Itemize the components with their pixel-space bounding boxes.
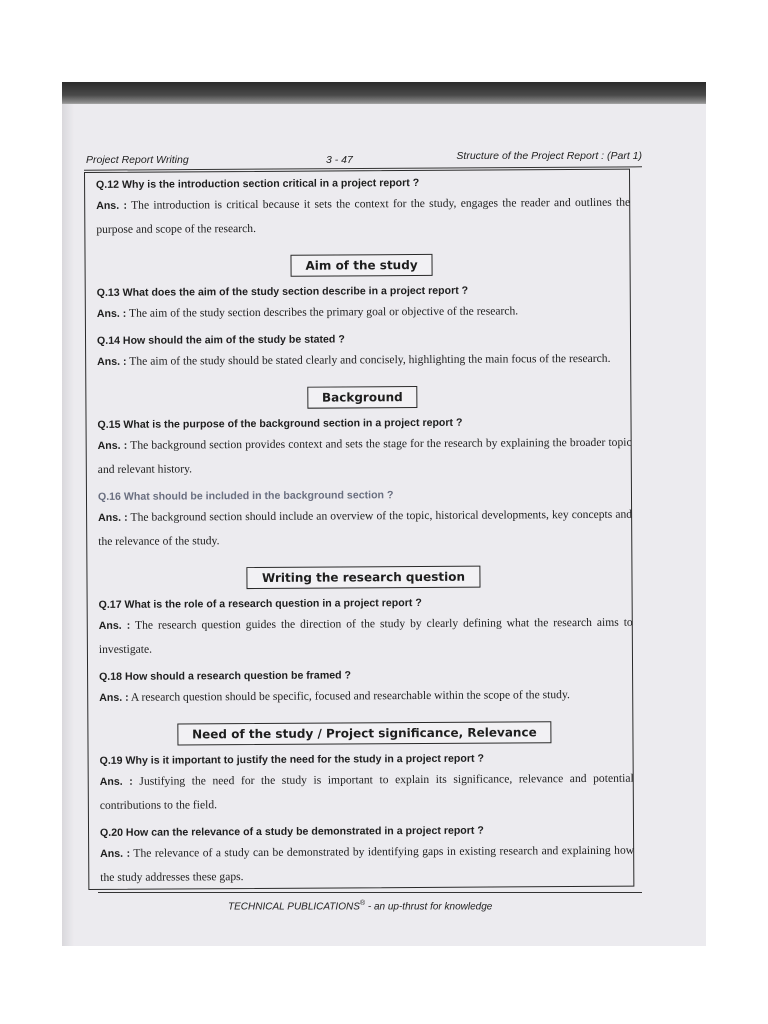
answer-text: The aim of the study should be stated clearly and concisely, highlighting the main focus of the research. (129, 351, 611, 368)
answer-text: The background section should include an overview of the topic, historical developments, key concepts and the relevance of the study. (98, 507, 633, 548)
section-heading: Aim of the study (290, 254, 432, 277)
answer-label: Ans. : (96, 307, 127, 320)
answer-paragraph (99, 683, 633, 710)
header-chapter-title: Structure of the Project Report : (Part 1) (456, 150, 642, 162)
question-text: Q.19 Why is it important to justify the need for the study in a project report ? (99, 752, 484, 767)
answer-paragraph (96, 191, 630, 242)
question-text: Q.12 Why is the introduction section critical in a project report ? (96, 177, 420, 191)
scanner-edge (62, 82, 706, 106)
qa-content (92, 175, 634, 898)
section-heading-box (94, 565, 632, 590)
answer-label: Ans. : (97, 355, 127, 368)
section-heading-box (92, 253, 630, 278)
answer-label: Ans. : (100, 847, 131, 860)
answer-paragraph (98, 431, 632, 482)
answer-label: Ans. : (98, 619, 131, 632)
answer-paragraph (97, 299, 631, 326)
answer-text: The introduction is critical because it sets the context for the study, engages the reader and outlines the purpose and scope of the research. (96, 195, 631, 236)
section-heading: Writing the research question (247, 566, 480, 589)
answer-paragraph (98, 503, 632, 554)
section-heading: Need of the study / Project significance, Relevance (177, 721, 552, 745)
running-footer (228, 900, 492, 912)
header-page-number: 3 - 47 (326, 154, 353, 166)
question-text: Q.16 What should be included in the background section ? (97, 489, 394, 503)
answer-label: Ans. : (98, 511, 128, 524)
section-heading-box (93, 385, 631, 410)
answer-label: Ans. : (96, 199, 128, 212)
answer-text: The background section provides context and sets the stage for the research by explaining the broader topic and relevant history. (97, 435, 632, 476)
footer-registered-mark: ® (359, 900, 366, 907)
answer-text: A research question should be specific, focused and researchable within the scope of the study. (130, 688, 570, 704)
header-book-title: Project Report Writing (86, 154, 189, 166)
answer-label: Ans. : (99, 691, 129, 704)
page-shadow (62, 104, 74, 946)
running-header (86, 150, 642, 168)
footer-tagline: - an up-thrust for knowledge (365, 901, 493, 913)
answer-paragraph (97, 347, 631, 374)
answer-label: Ans. : (99, 775, 133, 788)
answer-paragraph (99, 611, 633, 662)
question-text: Q.13 What does the aim of the study section describe in a project report ? (96, 284, 469, 299)
answer-label: Ans. : (97, 439, 128, 452)
section-heading-box (95, 721, 633, 746)
answer-text: The research question guides the direction of the study by clearly defining what the research aims to investigate. (98, 615, 633, 656)
answer-text: The aim of the study section describes the primary goal or objective of the research. (128, 304, 519, 320)
question-text: Q.15 What is the purpose of the background section in a project report ? (97, 416, 463, 431)
answer-paragraph (100, 839, 634, 890)
question-text: Q.20 How can the relevance of a study be demonstrated in a project report ? (99, 824, 484, 839)
question-text: Q.17 What is the role of a research question in a project report ? (98, 596, 422, 611)
footer-rule (98, 892, 642, 893)
footer-publisher: TECHNICAL PUBLICATIONS (228, 901, 360, 913)
section-heading: Background (307, 386, 418, 409)
question-text: Q.18 How should a research question be framed ? (99, 669, 352, 683)
question-text: Q.14 How should the aim of the study be stated ? (96, 333, 345, 347)
answer-paragraph (100, 767, 634, 818)
answer-text: Justifying the need for the study is important to explain its significance, relevance and potential contributions to the field. (99, 771, 634, 812)
answer-text: The relevance of a study can be demonstrated by identifying gaps in existing research and explaining how the study addresses these gaps. (100, 843, 635, 884)
